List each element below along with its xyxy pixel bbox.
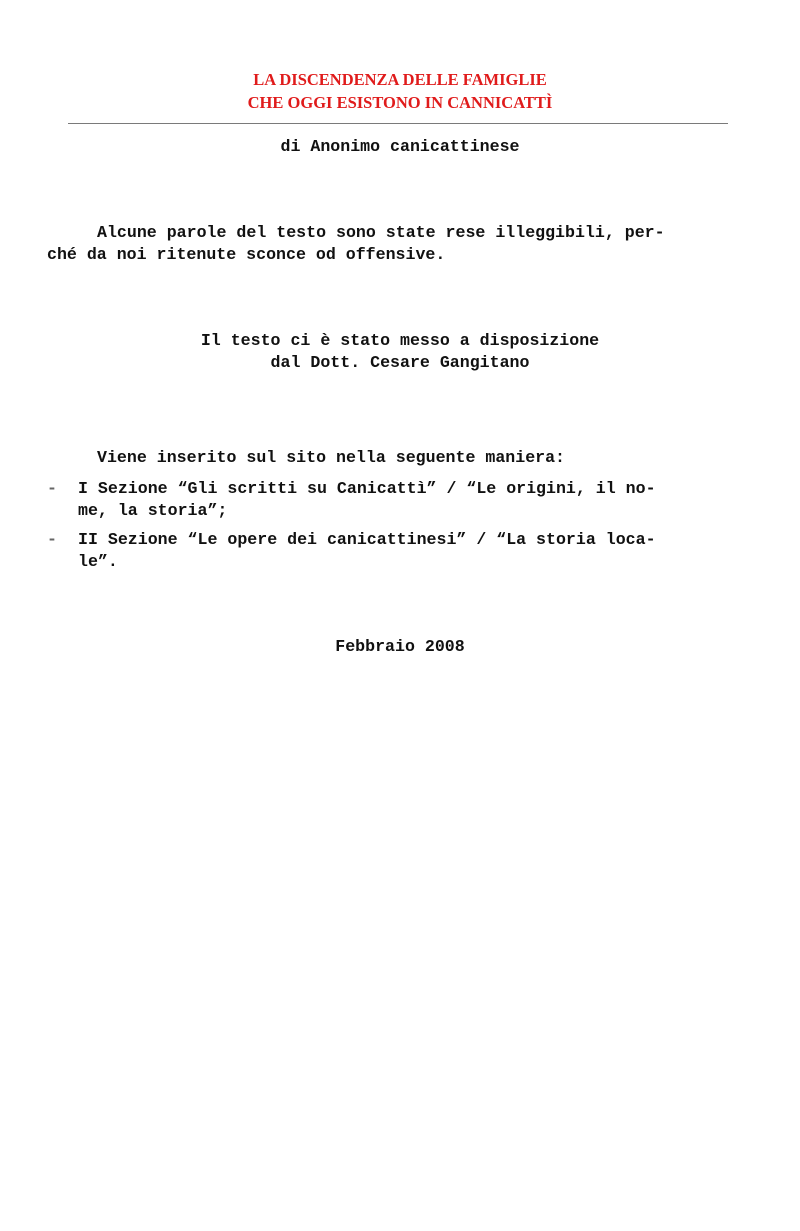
title-divider — [68, 123, 728, 124]
document-title-line-1: LA DISCENDENZA DELLE FAMIGLIE — [253, 70, 547, 89]
list-item-2-line-2: le”. — [78, 552, 118, 571]
credit-line-2: dal Dott. Cesare Gangitano — [270, 353, 530, 372]
list-item-1-bullet: - — [47, 479, 57, 498]
list-item-2-bullet: - — [47, 530, 57, 549]
document-title-line-2: CHE OGGI ESISTONO IN CANNICATTÌ — [247, 93, 553, 112]
document-date: Febbraio 2008 — [335, 637, 465, 656]
list-item-1-line-2: me, la storia”; — [78, 501, 228, 520]
note-line-1: Alcune parole del testo sono state rese illeggibili, per- — [97, 223, 665, 242]
list-item-2-line-1: II Sezione “Le opere dei canicattinesi” / “La storia loca- — [78, 530, 656, 549]
note-line-2: ché da noi ritenute sconce od offensive. — [47, 245, 446, 264]
author-line: di Anonimo canicattinese — [280, 137, 520, 156]
list-item-1-line-1: I Sezione “Gli scritti su Canicattì” / “Le origini, il no- — [78, 479, 656, 498]
credit-line-1: Il testo ci è stato messo a disposizione — [200, 331, 600, 350]
intro-line: Viene inserito sul sito nella seguente maniera: — [97, 448, 566, 467]
